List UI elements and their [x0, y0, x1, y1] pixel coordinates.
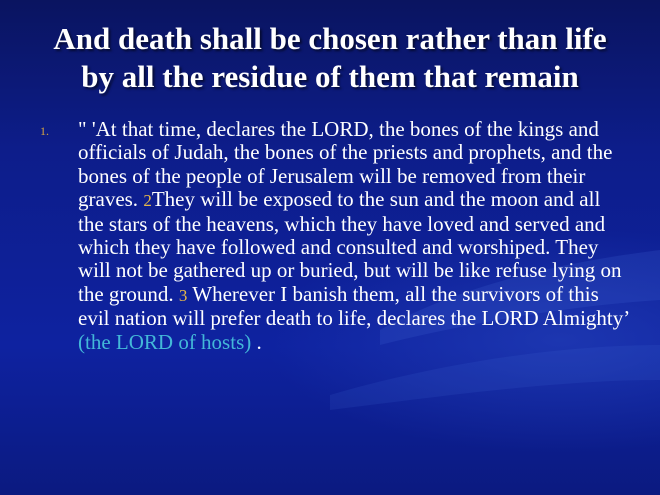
- list-item-number: 1.: [40, 124, 49, 138]
- scripture-list: [40, 118, 630, 354]
- verse-1-text: " 'At that time, declares the LORD, the bones of the kings and officials of Judah, the bones of the priests and prophets, and the bones of the people of Jerusalem will be removed from their graves.: [78, 117, 613, 212]
- verse-3-number: 3: [178, 285, 188, 305]
- title-line-1: And death shall be chosen rather than life: [53, 21, 607, 56]
- closing-period: .: [256, 329, 262, 354]
- aside-note: (the LORD of hosts): [78, 329, 252, 354]
- list-item: [40, 118, 630, 354]
- verse-2-number: 2: [143, 191, 152, 211]
- slide-title: [0, 20, 660, 96]
- verse-3-text: Wherever I banish them, all the survivors of this evil nation will prefer death to life, declares the LORD Almighty’: [78, 281, 629, 331]
- scripture-text: [78, 118, 630, 354]
- title-line-2: by all the residue of them that remain: [81, 59, 579, 94]
- verse-2-text: They will be exposed to the sun and the moon and all the stars of the heavens, which they have loved and served and which they have followed and consulted and worshiped. They will not be gathered up or buried, but will be like refuse lying on the ground.: [78, 187, 622, 306]
